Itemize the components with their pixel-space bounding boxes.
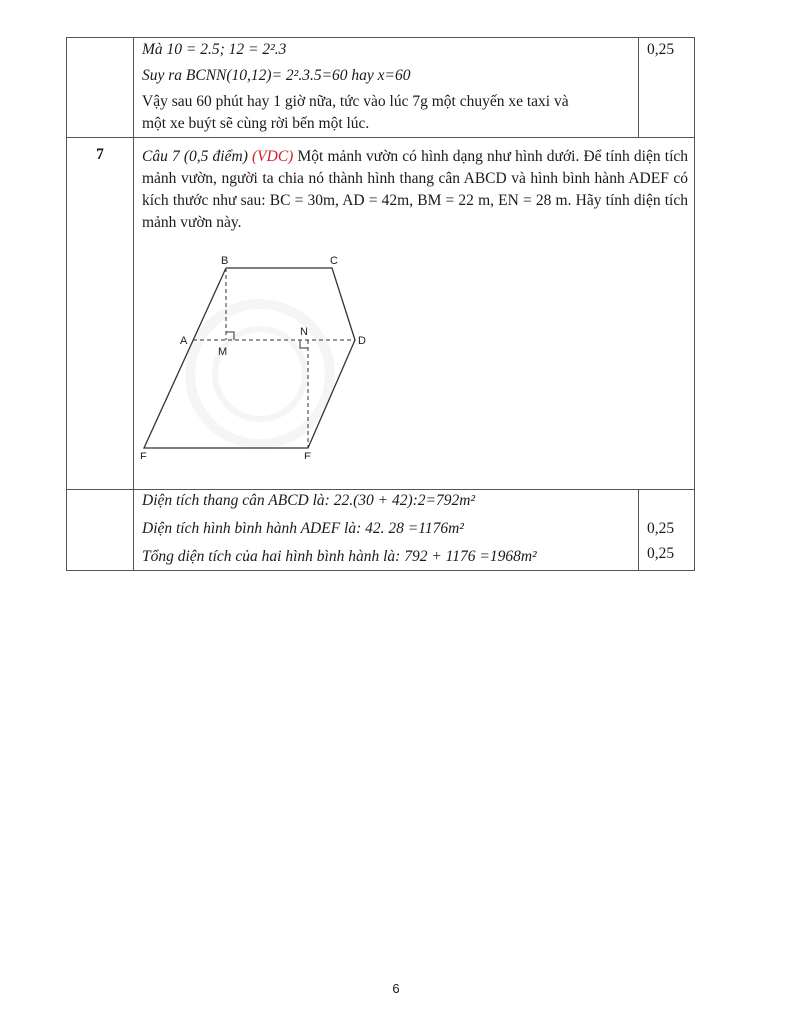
solution-cell bbox=[134, 38, 639, 138]
label-f: F bbox=[140, 451, 147, 459]
score-value: 0,25 bbox=[647, 545, 675, 562]
label-e: E bbox=[304, 451, 312, 459]
label-d: D bbox=[358, 335, 366, 347]
label-b: B bbox=[221, 255, 229, 267]
page-number: 6 bbox=[392, 981, 400, 996]
question-cell bbox=[134, 138, 695, 490]
score-cell bbox=[639, 38, 695, 138]
label-n: N bbox=[300, 326, 308, 338]
score-value: 0,25 bbox=[647, 520, 675, 537]
right-angle-n bbox=[300, 340, 308, 348]
table-row bbox=[67, 138, 695, 490]
difficulty-tag: (VDC) bbox=[252, 148, 294, 165]
table-row bbox=[67, 38, 695, 138]
table-row bbox=[67, 490, 695, 571]
question-number-cell bbox=[67, 490, 134, 571]
question-body: Một mảnh vườn có hình dạng như hình dưới. Để tính diện tích mảnh vườn, người ta chia nó thành hình thang cân ABCD và hình bình hành ADEF có kích thước như sau: BC = 30m, AD = 42m, BM = 22 m, EN = 28 m. Hãy tính diện tích mảnh vườn này. bbox=[142, 148, 689, 231]
solution-cell bbox=[134, 490, 639, 571]
question-prefix: Câu 7 (0,5 điểm) bbox=[142, 148, 248, 165]
solution-line: một xe buýt sẽ cùng rời bến một lúc. bbox=[142, 115, 370, 132]
garden-figure bbox=[140, 244, 400, 459]
solution-line: Mà 10 = 2.5; 12 = 2².3 bbox=[142, 41, 287, 58]
solution-line: Diện tích hình bình hành ADEF là: 42. 28 =1176m² bbox=[142, 520, 464, 537]
solution-line: Vậy sau 60 phút hay 1 giờ nữa, tức vào lúc 7g một chuyến xe taxi và bbox=[142, 93, 569, 110]
score-value: 0,25 bbox=[647, 41, 675, 58]
solution-line: Tổng diện tích của hai hình bình hành là: 792 + 1176 =1968m² bbox=[142, 548, 537, 565]
watermark-logo bbox=[190, 304, 330, 444]
label-c: C bbox=[330, 255, 338, 267]
question-text bbox=[134, 138, 694, 234]
answer-table bbox=[66, 37, 695, 571]
solution-line: Diện tích thang cân ABCD là: 22.(30 + 42):2=792m² bbox=[142, 492, 476, 509]
question-number: 7 bbox=[96, 146, 104, 163]
label-a: A bbox=[180, 335, 188, 347]
solution-line: Suy ra BCNN(10,12)= 2².3.5=60 hay x=60 bbox=[142, 67, 411, 84]
label-m: M bbox=[218, 346, 228, 358]
score-cell bbox=[639, 490, 695, 571]
question-number-cell bbox=[67, 138, 134, 490]
diagram bbox=[134, 234, 694, 489]
question-number-cell bbox=[67, 38, 134, 138]
